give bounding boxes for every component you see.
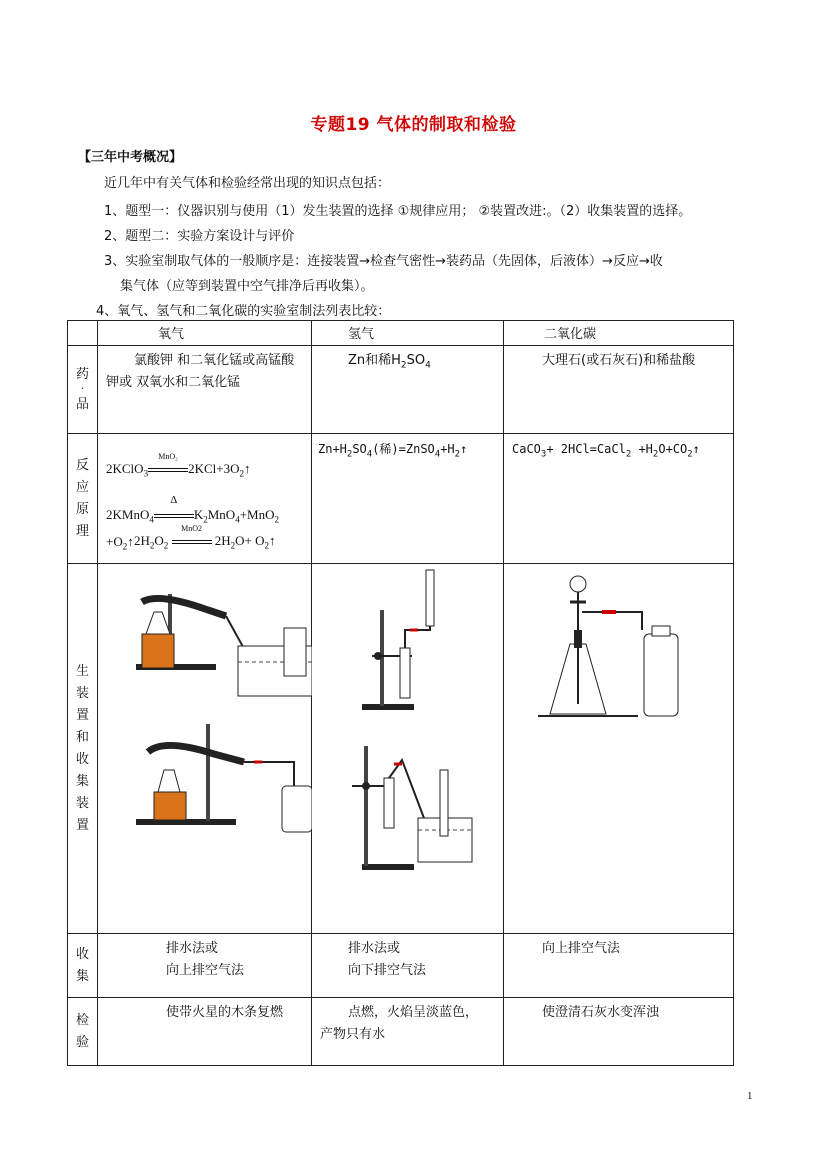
equation-kclo3: 2KClO$_3$ MnO₂ $2KCl+3O_2↑$ — [106, 452, 251, 479]
row-label-apparatus: 生 装 置 和 收 集 装 置 — [68, 564, 98, 934]
point-2: 2、题型二：实验方案设计与评价 — [104, 229, 295, 244]
drugs-co2: 大理石(或石灰石)和稀盐酸 — [504, 346, 734, 434]
table-row-drugs — [68, 346, 734, 434]
row-label-collect: 收 集 — [68, 934, 98, 998]
table-row-collect — [68, 934, 734, 998]
apparatus-o2 — [98, 564, 312, 934]
equation-kmno4: 2KMnO$_4$ Δ $K_2MnO_4+MnO_2$ $+O_2↑$ — [106, 494, 279, 552]
point-3-cont: 集气体（应等到装置中空气排净后再收集）。 — [120, 279, 374, 294]
point-4: 4、氧气、氢气和二氧化碳的实验室制法列表比较： — [96, 304, 391, 319]
collect-co2: 向上排空气法 — [504, 934, 734, 998]
drugs-h2-text: Zn和稀$H_2SO_4$ — [348, 353, 431, 371]
test-h2: 点燃，火焰呈淡蓝色， 产物只有水 — [312, 998, 504, 1066]
equation-h2o2: $2H_2O_2$ MnO2 $2H_2O+$ $O_2↑$ — [134, 524, 276, 551]
page-number: 1 — [747, 1090, 753, 1102]
col-header-co2: 二氧化碳 — [504, 321, 734, 346]
col-header-o2: 氧气 — [98, 321, 312, 346]
section-heading: 【三年中考概况】 — [78, 150, 183, 165]
drugs-o2: 氯酸钾 和二氧化锰或高锰酸钾或 双氧水和二氧化锰 — [98, 346, 312, 434]
collect-h2: 排水法或 向下排空气法 — [312, 934, 504, 998]
intro-text: 近几年中有关气体和检验经常出现的知识点包括： — [104, 176, 391, 191]
comparison-table — [67, 320, 734, 1066]
principle-co2: CaCO$_3$+ 2HCl=CaCl$_2$ $+H_2O+CO_2↑$ — [504, 434, 734, 564]
row-label-drugs: 药 · 品 — [68, 346, 98, 434]
h2-apparatus-diagram — [312, 564, 504, 924]
apparatus-h2 — [312, 564, 504, 934]
co2-apparatus-diagram — [504, 564, 734, 924]
col-header-h2: 氢气 — [312, 321, 504, 346]
o2-apparatus-diagram — [98, 564, 312, 924]
drugs-h2 — [312, 346, 504, 434]
test-co2: 使澄清石灰水变浑浊 — [504, 998, 734, 1066]
table-row-principle — [68, 434, 734, 564]
principle-o2 — [98, 434, 312, 564]
test-o2: 使带火星的木条复燃 — [98, 998, 312, 1066]
point-1: 1、题型一：仪器识别与使用（1）发生装置的选择 ①规律应用； ②装置改进:。（2）收集装置的选择。 — [104, 204, 692, 219]
page-title: 专题19 气体的制取和检验 — [310, 115, 517, 135]
collect-o2: 排水法或 向上排空气法 — [98, 934, 312, 998]
table-row-apparatus — [68, 564, 734, 934]
row-label-principle: 反 应 原 理 — [68, 434, 98, 564]
table-header-row — [68, 321, 734, 346]
table-row-test — [68, 998, 734, 1066]
row-label-test: 检 验 — [68, 998, 98, 1066]
point-3: 3、实验室制取气体的一般顺序是：连接装置→检查气密性→装药品（先固体，后液体）→反应→收 — [104, 254, 663, 269]
principle-h2: $Zn+H_2SO_4$(稀)$=ZnSO_4+H_2↑$ — [312, 434, 504, 564]
apparatus-co2 — [504, 564, 734, 934]
